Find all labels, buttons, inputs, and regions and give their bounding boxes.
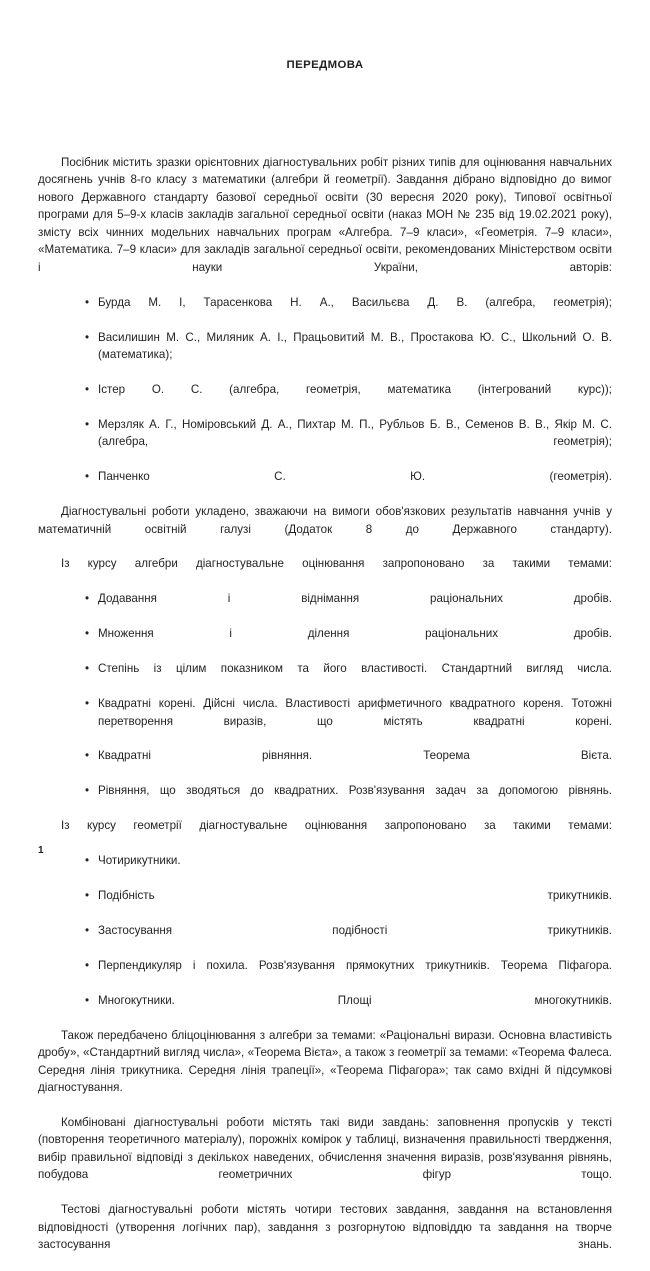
list-item xyxy=(38,852,612,887)
list-item xyxy=(38,957,612,992)
list-item-label: Рівняння, що зводяться до квадратних. Розв'язування задач за допомогою рівнянь. xyxy=(98,784,612,798)
list-item xyxy=(38,695,612,747)
bullet-icon: • xyxy=(85,330,90,344)
list-item-label: Подібність трикутників. xyxy=(98,889,612,903)
list-item xyxy=(38,660,612,695)
list-item-label: Істер О. С. (алгебра, геометрія, математика (інтегрований курс)); xyxy=(98,382,612,396)
list-item-label: Василишин М. С., Миляник А. І., Працьовитий М. В., Простакова Ю. С., Школьний О. В. (математика); xyxy=(98,330,612,361)
intro-paragraph: Посібник містить зразки орієнтовних діагностувальних робіт різних типів для оцінювання навчальних досягнень учнів 8-го класу з математики (алгебри й геометрії). Завдання дібрано відповідно до вимог нового Державного стандарту базової середньої освіти (30 вересня 2020 року), Типової освітньої програми для 5–9-х класів закладів загальної середньої освіти (наказ МОН № 235 від 19.02.2021 року), змісту всіх чинних модельних навчальних програм «Алгебра. 7–9 класи», «Геометрія. 7–9 класи», «Математика. 7–9 класи» для закладів загальної середньої освіти, рекомендованих Міністерством освіти і науки України, авторів: xyxy=(38,156,612,274)
bullet-icon: • xyxy=(85,662,90,676)
list-item-label: Застосування подібності трикутників. xyxy=(98,923,612,937)
list-item xyxy=(38,468,612,503)
list-item xyxy=(38,590,612,625)
list-item xyxy=(38,747,612,782)
list-item-label: Квадратні рівняння. Теорема Вієта. xyxy=(98,749,612,763)
compiled-paragraph: Діагностувальні роботи укладено, зважаючи на вимоги обов'язкових результатів навчання учнів у математичній освітній галузі (Додаток 8 до Державного стандарту). xyxy=(38,505,612,536)
list-item xyxy=(38,992,612,1027)
list-item-label: Додавання і віднімання раціональних дробів. xyxy=(98,592,612,606)
list-item xyxy=(38,922,612,957)
body-block xyxy=(38,71,612,1271)
bullet-icon: • xyxy=(85,889,90,903)
list-item xyxy=(38,416,612,468)
list-item-label: Панченко С. Ю. (геометрія). xyxy=(98,470,612,484)
authors-list xyxy=(38,294,612,503)
list-item-label: Чотирикутники. xyxy=(98,854,181,868)
list-item-label: Степінь із цілим показником та його властивості. Стандартний вигляд числа. xyxy=(98,662,612,676)
list-item-label: Множення і ділення раціональних дробів. xyxy=(98,627,612,641)
bullet-icon: • xyxy=(85,295,90,309)
bullet-icon: • xyxy=(85,470,90,484)
blitz-paragraph: Також передбачено бліцоцінювання з алгебри за темами: «Раціональні вирази. Основна властивість дробу», «Стандартний вигляд числа», «Теорема Вієта», а також з геометрії за темами: «Теорема Фалеса. Середня лінія трикутника. Середня лінія трапеції», «Теорема Піфагора»; так само вхідні й підсумкові діагностування. xyxy=(38,1028,612,1095)
bullet-icon: • xyxy=(85,749,90,763)
list-item xyxy=(38,782,612,817)
bullet-icon: • xyxy=(85,592,90,606)
list-item xyxy=(38,329,612,381)
geometry-lead-paragraph: Із курсу геометрії діагностувальне оцінювання запропоновано за такими темами: xyxy=(61,819,612,833)
page-title: ПЕРЕДМОВА xyxy=(286,59,364,71)
list-item-label: Мерзляк А. Г., Номіровський Д. А., Пихтар М. П., Рубльов Б. В., Семенов В. В., Якір М. С. (алгебра, геометрія); xyxy=(98,417,612,449)
list-item xyxy=(38,887,612,922)
combined-paragraph: Комбіновані діагностувальні роботи містять такі види завдань: заповнення пропусків у тексті (повторення теоретичного матеріалу), порожніх комірок у таблиці, визначення правильності твердження, вибір правильної відповіді з декількох наведених, обчислення значення виразів, розв'язування рівнянь, побудова геометричних фігур тощо. xyxy=(38,1115,612,1182)
bullet-icon: • xyxy=(85,382,90,396)
list-item-label: Перпендикуляр і похила. Розв'язування прямокутних трикутників. Теорема Піфагора. xyxy=(98,958,612,972)
geometry-topics-list xyxy=(38,852,612,1027)
bullet-icon: • xyxy=(85,923,90,937)
list-item xyxy=(38,381,612,416)
bullet-icon: • xyxy=(85,854,90,868)
list-item xyxy=(38,294,612,329)
list-item-label: Бурда М. І, Тарасенкова Н. А., Васильєва Д. В. (алгебра, геометрія); xyxy=(98,295,612,309)
bullet-icon: • xyxy=(85,993,90,1007)
algebra-topics-list xyxy=(38,590,612,817)
list-item xyxy=(38,625,612,660)
bullet-icon: • xyxy=(85,697,90,711)
list-item-label: Квадратні корені. Дійсні числа. Властивості арифметичного квадратного кореня. Тотожні перетворення виразів, що містять квадратні корені. xyxy=(98,697,612,728)
list-item-label: Многокутники. Площі многокутників. xyxy=(98,993,612,1007)
bullet-icon: • xyxy=(85,958,90,972)
algebra-lead-paragraph: Із курсу алгебри діагностувальне оцінювання запропоновано за такими темами: xyxy=(61,557,612,571)
page-number: 1 xyxy=(38,845,44,856)
test-paragraph: Тестові діагностувальні роботи містять чотири тестових завдання, завдання на встановлення відповідності (утворення логічних пар), завдання з розгорнутою відповіддю та завдання на творче застосування знань. xyxy=(38,1203,612,1252)
page-content xyxy=(38,0,612,1271)
bullet-icon: • xyxy=(85,627,90,641)
bullet-icon: • xyxy=(85,417,90,431)
bullet-icon: • xyxy=(85,784,90,798)
